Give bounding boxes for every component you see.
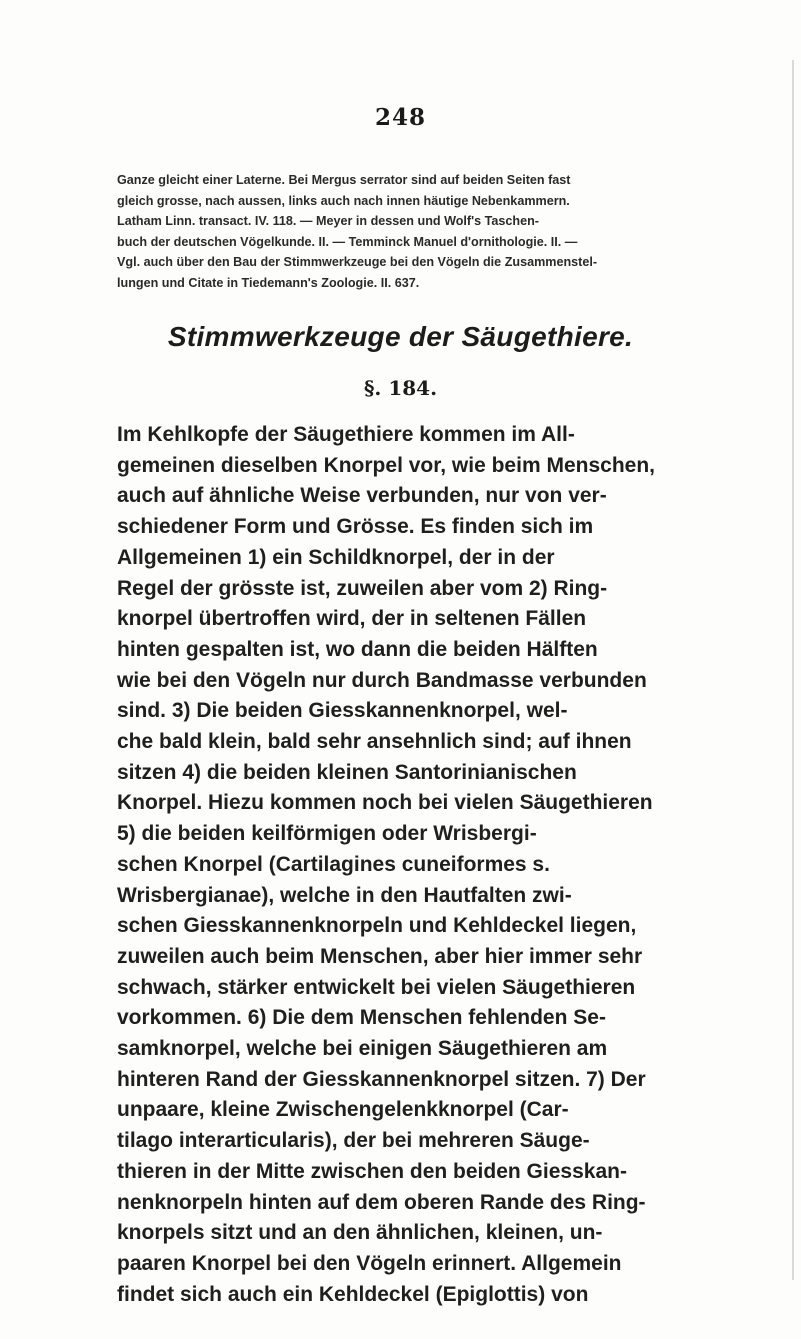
- body-line: wie bei den Vögeln nur durch Bandmasse verbunden: [117, 668, 647, 692]
- footnote-line: lungen und Citate in Tiedemann's Zoologie. II. 637.: [117, 275, 420, 290]
- body-line: gemeinen dieselben Knorpel vor, wie beim Menschen,: [117, 453, 655, 477]
- footnote-line: Latham Linn. transact. IV. 118. — Meyer in dessen und Wolf's Taschen-: [117, 214, 539, 228]
- body-line: hinteren Rand der Giesskannenknorpel sitzen. 7) Der: [117, 1067, 646, 1091]
- page-number: 248: [374, 104, 426, 131]
- body-line: che bald klein, bald sehr ansehnlich sind; auf ihnen: [117, 730, 632, 754]
- footnote-line: buch der deutschen Vögelkunde. II. — Temminck Manuel d'ornithologie. II. —: [117, 234, 578, 249]
- page-edge-shadow: [792, 60, 794, 1280]
- body-line: vorkommen. 6) Die dem Menschen fehlenden Se-: [117, 1006, 606, 1030]
- body-line: schen Giesskannenknorpeln und Kehldeckel liegen,: [117, 914, 637, 938]
- body-line: auch auf ähnliche Weise verbunden, nur von ver-: [117, 484, 607, 508]
- footnote-block: [117, 170, 705, 293]
- body-line: Wrisbergianae), welche in den Hautfalten zwi-: [117, 883, 572, 907]
- body-line: unpaare, kleine Zwischengelenkknorpel (Car-: [117, 1098, 569, 1122]
- body-line: zuweilen auch beim Menschen, aber hier immer sehr: [117, 944, 643, 968]
- footnote-line: Ganze gleicht einer Laterne. Bei Mergus serrator sind auf beiden Seiten fast: [117, 173, 571, 187]
- section-number: §. 184.: [363, 376, 438, 400]
- body-line: samknorpel, welche bei einigen Säugethieren am: [117, 1037, 608, 1061]
- body-paragraph: [117, 420, 717, 1310]
- body-line: 5) die beiden keilförmigen oder Wrisbergi-: [117, 822, 537, 846]
- body-line: tilago interarticularis), der bei mehreren Säuge-: [117, 1129, 590, 1153]
- body-line: hinten gespalten ist, wo dann die beiden Hälften: [117, 637, 598, 661]
- body-line: Im Kehlkopfe der Säugethiere kommen im All-: [117, 423, 575, 446]
- section-title: Stimmwerkzeuge der Säugethiere.: [167, 321, 634, 352]
- body-line: knorpels sitzt und an den ähnlichen, kleinen, un-: [117, 1221, 603, 1245]
- body-line: Allgemeinen 1) ein Schildknorpel, der in der: [117, 545, 555, 569]
- body-line: schen Knorpel (Cartilagines cuneiformes s.: [117, 852, 550, 876]
- body-line: findet sich auch ein Kehldeckel (Epiglottis) von: [117, 1282, 589, 1306]
- body-line: sitzen 4) die beiden kleinen Santorinianischen: [117, 760, 577, 784]
- body-line: nenknorpeln hinten auf dem oberen Rande des Ring-: [117, 1190, 646, 1214]
- body-line: Regel der grösste ist, zuweilen aber vom 2) Ring-: [117, 576, 608, 600]
- body-line: thieren in der Mitte zwischen den beiden Giesskan-: [117, 1159, 627, 1183]
- body-line: paaren Knorpel bei den Vögeln erinnert. Allgemein: [117, 1251, 622, 1275]
- body-line: Knorpel. Hiezu kommen noch bei vielen Säugethieren: [117, 791, 653, 815]
- footnote-line: gleich grosse, nach aussen, links auch nach innen häutige Nebenkammern.: [117, 193, 570, 208]
- footnote-line: Vgl. auch über den Bau der Stimmwerkzeuge bei den Vögeln die Zusammenstel-: [117, 255, 598, 269]
- body-line: knorpel übertroffen wird, der in seltenen Fällen: [117, 607, 587, 631]
- body-line: schiedener Form und Grösse. Es finden sich im: [117, 515, 594, 539]
- body-line: schwach, stärker entwickelt bei vielen Säugethieren: [117, 975, 636, 999]
- body-line: sind. 3) Die beiden Giesskannenknorpel, wel-: [117, 699, 568, 723]
